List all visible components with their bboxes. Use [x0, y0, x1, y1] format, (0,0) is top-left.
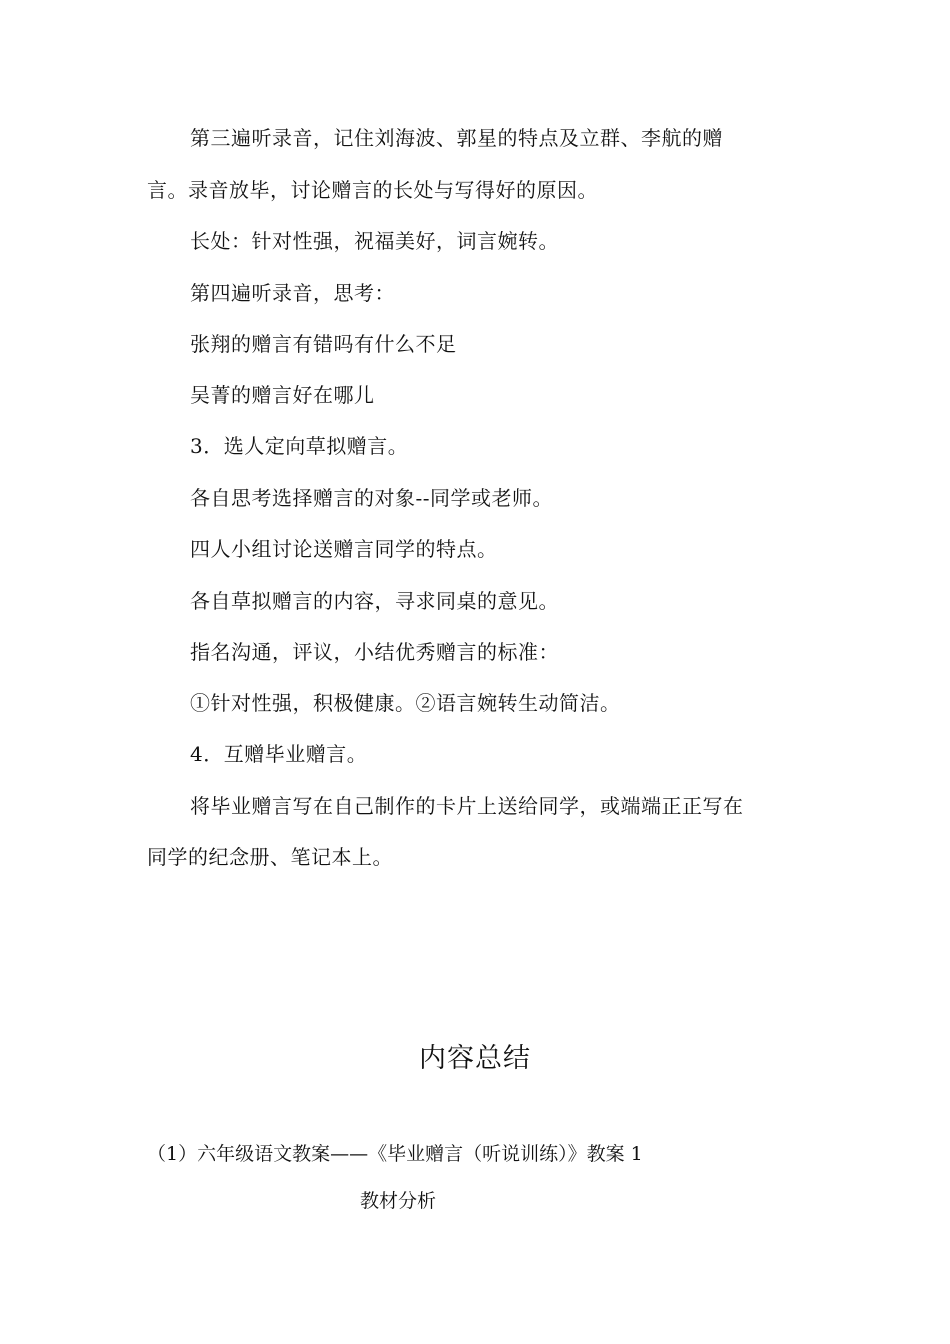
- paragraph-line: 四人小组讨论送赠言同学的特点。: [190, 537, 498, 561]
- paragraph-line: 第三遍听录音，记住刘海波、郭星的特点及立群、李航的赠: [190, 126, 723, 150]
- summary-subitem: 教材分析: [360, 1190, 437, 1212]
- section-heading: 内容总结: [419, 1043, 531, 1074]
- summary-item: （1）六年级语文教案——《毕业赠言（听说训练）》教案 1: [147, 1143, 643, 1165]
- paragraph-line: 长处：针对性强，祝福美好，词言婉转。: [190, 229, 559, 253]
- paragraph-line: 吴菁的赠言好在哪儿: [190, 383, 375, 407]
- paragraph-line: 张翔的赠言有错吗有什么不足: [190, 332, 457, 356]
- paragraph-line: 第四遍听录音，思考：: [190, 281, 395, 305]
- paragraph-line: 各自思考选择赠言的对象--同学或老师。: [190, 486, 554, 510]
- paragraph-line: 各自草拟赠言的内容，寻求同桌的意见。: [190, 589, 559, 613]
- paragraph-line: 将毕业赠言写在自己制作的卡片上送给同学，或端端正正写在: [190, 794, 744, 818]
- paragraph-line: 同学的纪念册、笔记本上。: [147, 845, 393, 869]
- paragraph-line: 指名沟通，评议，小结优秀赠言的标准：: [190, 640, 559, 664]
- paragraph-line: 3．选人定向草拟赠言。: [190, 434, 409, 458]
- paragraph-line: 4．互赠毕业赠言。: [190, 742, 368, 766]
- paragraph-line: ①针对性强，积极健康。②语言婉转生动简洁。: [190, 691, 621, 715]
- paragraph-line: 言。录音放毕，讨论赠言的长处与写得好的原因。: [147, 178, 598, 202]
